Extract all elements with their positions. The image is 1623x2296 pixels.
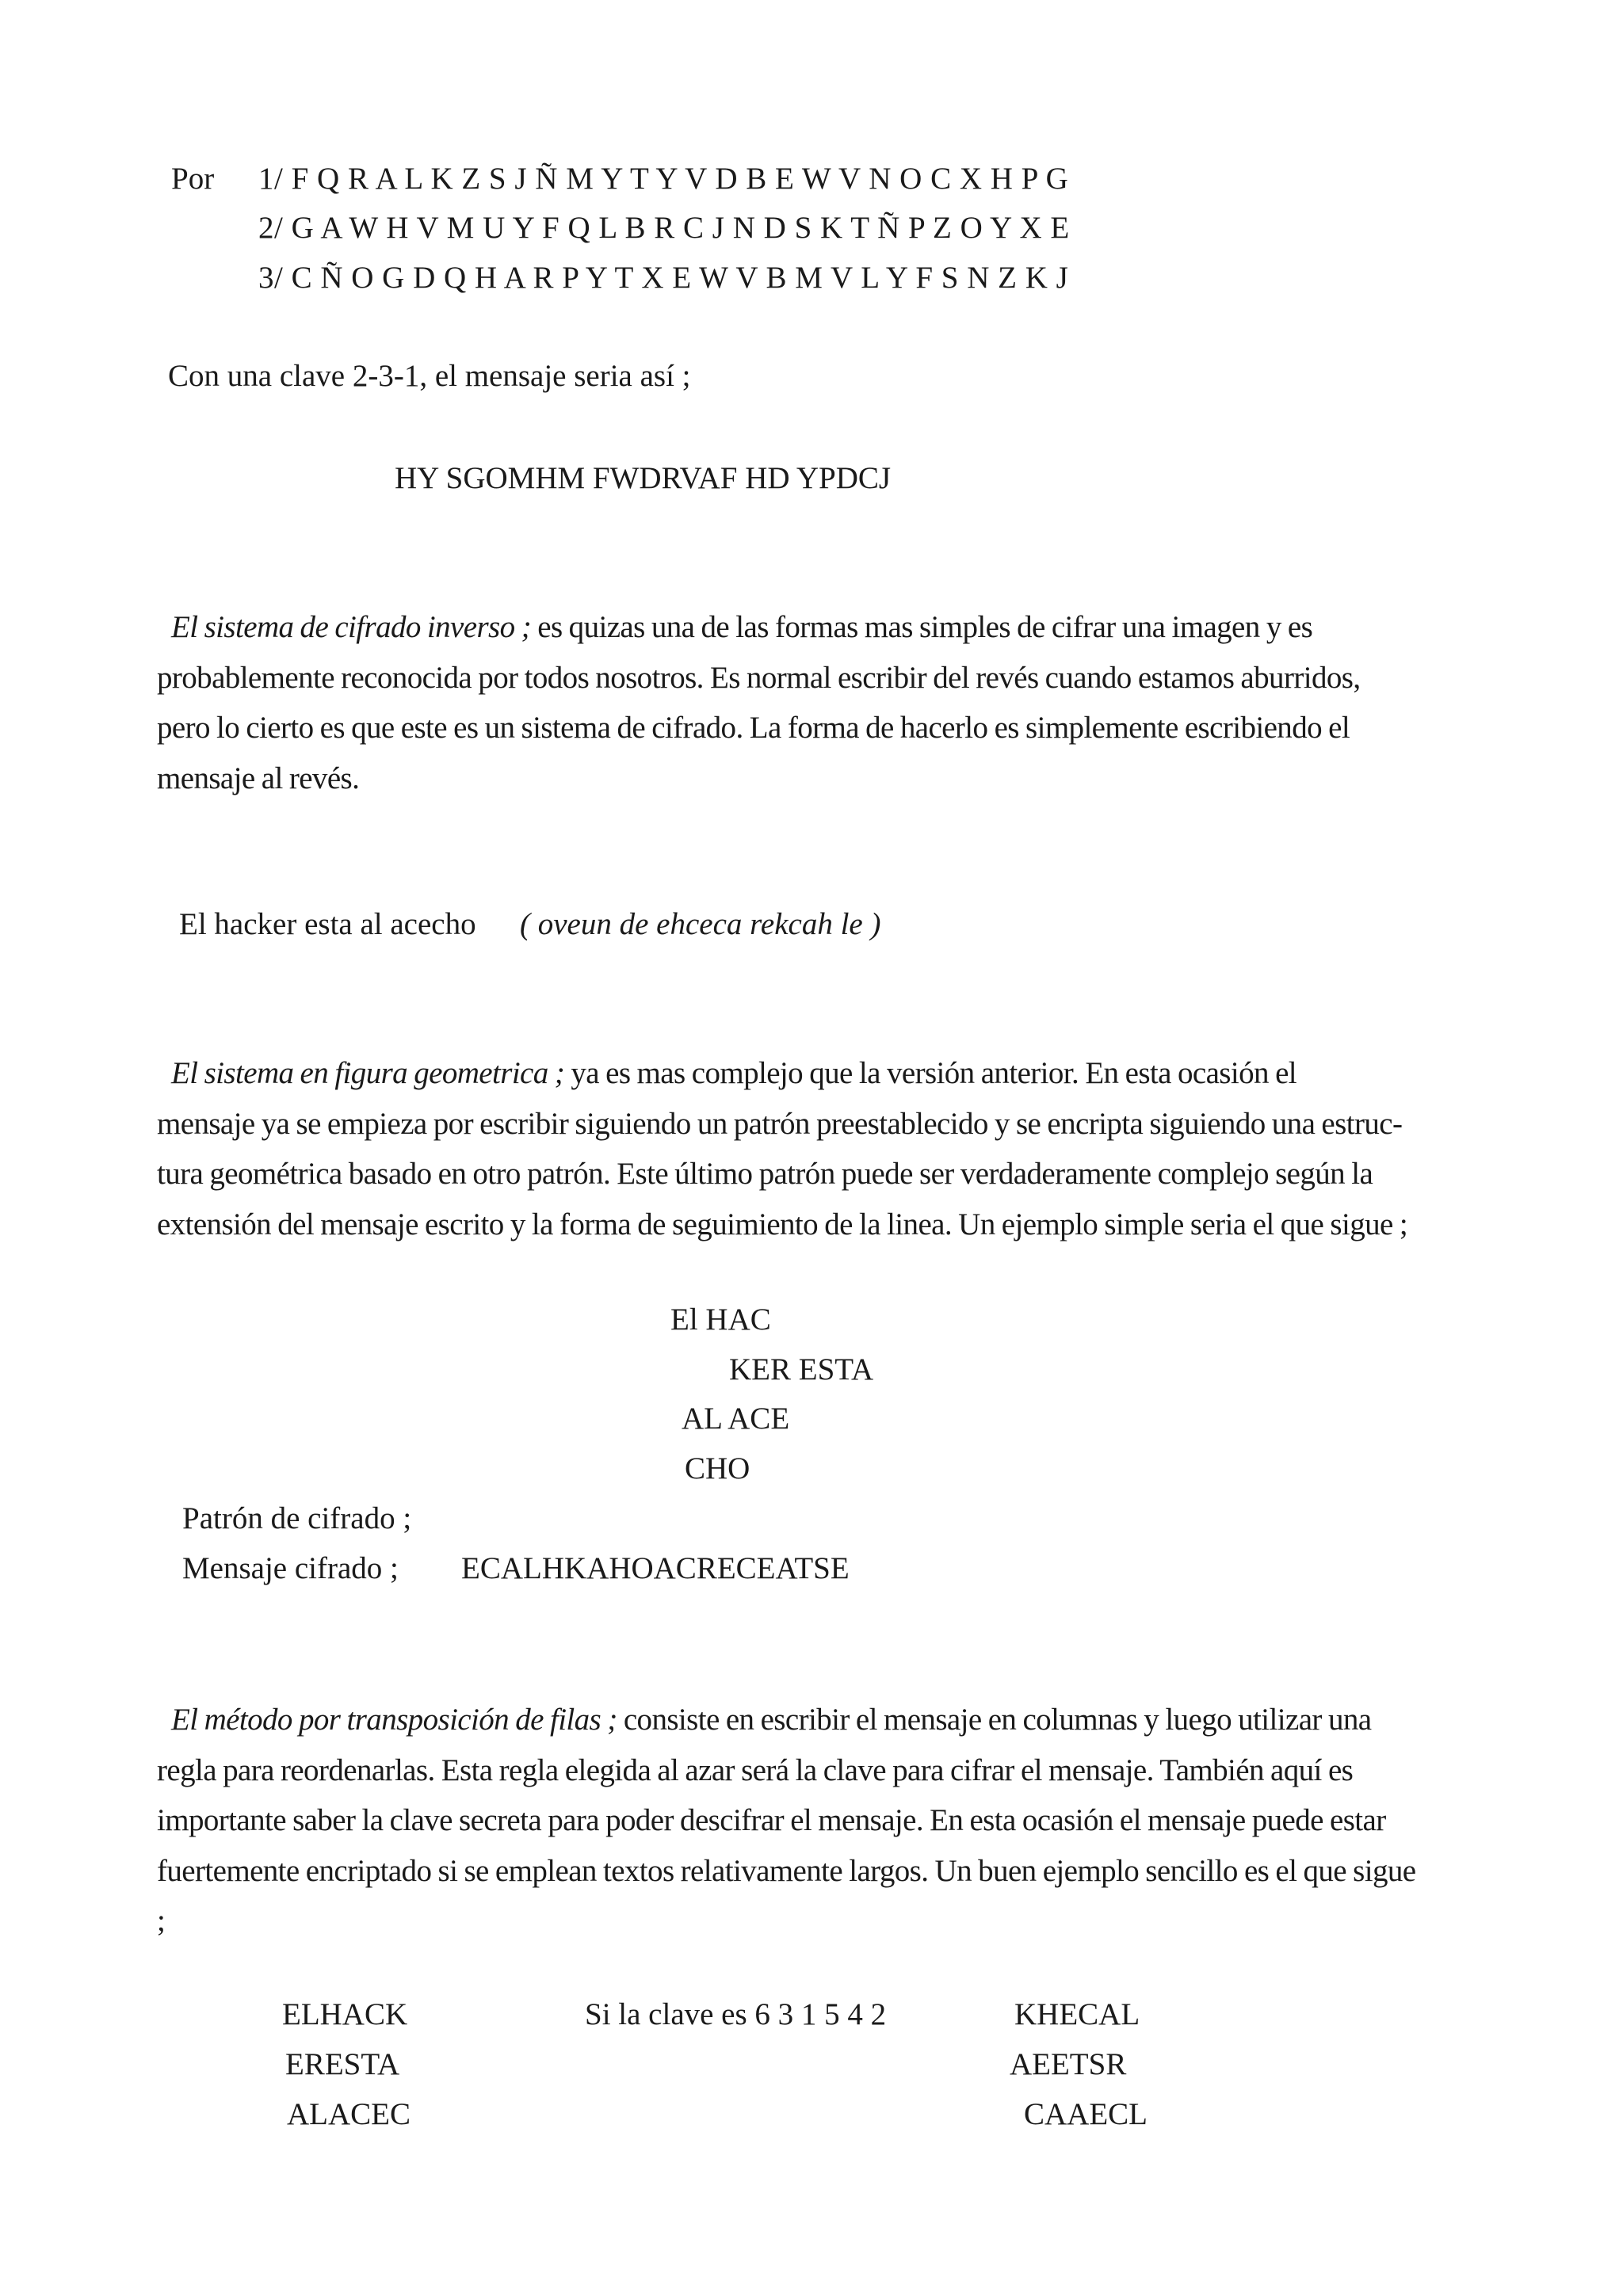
- inverse-line-3: pero lo cierto es que este es un sistema de cifrado. La forma de hacerlo es simplemente escribiendo el: [157, 711, 1350, 745]
- cipher-row-2: AEETSR: [1010, 2047, 1127, 2081]
- transposition-paragraph: [157, 1695, 1449, 1947]
- geometric-paragraph: [157, 1048, 1449, 1249]
- alphabet-row-3: 3/ C Ñ O G D Q H A R P Y T X E W V B M V L Y F S N Z K J: [258, 261, 1069, 295]
- transposition-key-text: Si la clave es 6 3 1 5 4 2: [585, 1997, 887, 2031]
- transposition-line-2: regla para reordenarlas. Esta regla elegida al azar será la clave para cifrar el mensaje. También aquí es: [157, 1753, 1354, 1787]
- inverse-title: El sistema de cifrado inverso ;: [171, 610, 532, 644]
- message-value: ECALHKAHOACRECEATSE: [461, 1551, 850, 1585]
- plain-row-1: ELHACK: [282, 1997, 408, 2031]
- geometric-title: El sistema en figura geometrica ;: [171, 1056, 565, 1090]
- figure-line-4: CHO: [685, 1451, 750, 1486]
- transposition-line-3: importante saber la clave secreta para poder descifrar el mensaje. En esta ocasión el mensaje puede estar: [157, 1803, 1386, 1837]
- geometric-line-3: tura geométrica basado en otro patrón. Este último patrón puede ser verdaderamente complejo según la: [157, 1157, 1373, 1191]
- geometric-line-1: ya es mas complejo que la versión anterior. En esta ocasión el: [571, 1056, 1297, 1090]
- key-example-cipher: HY SGOMHM FWDRVAF HD YPDCJ: [395, 461, 892, 495]
- geometric-line-4: extensión del mensaje escrito y la forma de seguimiento de la linea. Un ejemplo simple seria el que sigue ;: [157, 1207, 1408, 1241]
- inverse-line-2: probablemente reconocida por todos nosotros. Es normal escribir del revés cuando estamos aburridos,: [157, 660, 1361, 695]
- transposition-title: El método por transposición de filas ;: [171, 1703, 617, 1737]
- alphabet-row-1: 1/ F Q R A L K Z S J Ñ M Y T Y V D B E W V N O C X H P G: [258, 162, 1069, 196]
- transposition-line-5: ;: [157, 1904, 166, 1938]
- figure-line-3: AL ACE: [682, 1402, 790, 1436]
- transposition-line-1: consiste en escribir el mensaje en columnas y luego utilizar una: [623, 1703, 1372, 1737]
- inverse-paragraph: [157, 602, 1449, 803]
- alphabet-intro: Por: [171, 162, 215, 196]
- inverse-example-plain: El hacker esta al acecho: [179, 907, 476, 941]
- geometric-line-2: mensaje ya se empieza por escribir siguiendo un patrón preestablecido y se encripta siguiendo una estruc-: [157, 1106, 1403, 1141]
- cipher-row-1: KHECAL: [1014, 1997, 1140, 2031]
- plain-row-3: ALACEC: [287, 2097, 411, 2131]
- inverse-example-cipher: ( oveun de ehceca rekcah le ): [520, 907, 881, 941]
- key-example-text: Con una clave 2-3-1, el mensaje seria así ;: [168, 359, 691, 393]
- alphabet-row-2: 2/ G A W H V M U Y F Q L B R C J N D S K T Ñ P Z O Y X E: [258, 211, 1070, 245]
- figure-line-2: KER ESTA: [729, 1352, 874, 1386]
- plain-row-2: ERESTA: [285, 2047, 400, 2081]
- cipher-row-3: CAAECL: [1024, 2097, 1148, 2131]
- transposition-line-4: fuertemente encriptado si se emplean textos relativamente largos. Un buen ejemplo sencillo es el que sigue: [157, 1853, 1416, 1888]
- message-label: Mensaje cifrado ;: [182, 1551, 399, 1585]
- figure-line-1: El HAC: [670, 1302, 771, 1337]
- inverse-line-1: es quizas una de las formas mas simples de cifrar una imagen y es: [537, 610, 1313, 644]
- inverse-line-4: mensaje al revés.: [157, 761, 360, 795]
- pattern-label: Patrón de cifrado ;: [182, 1501, 412, 1535]
